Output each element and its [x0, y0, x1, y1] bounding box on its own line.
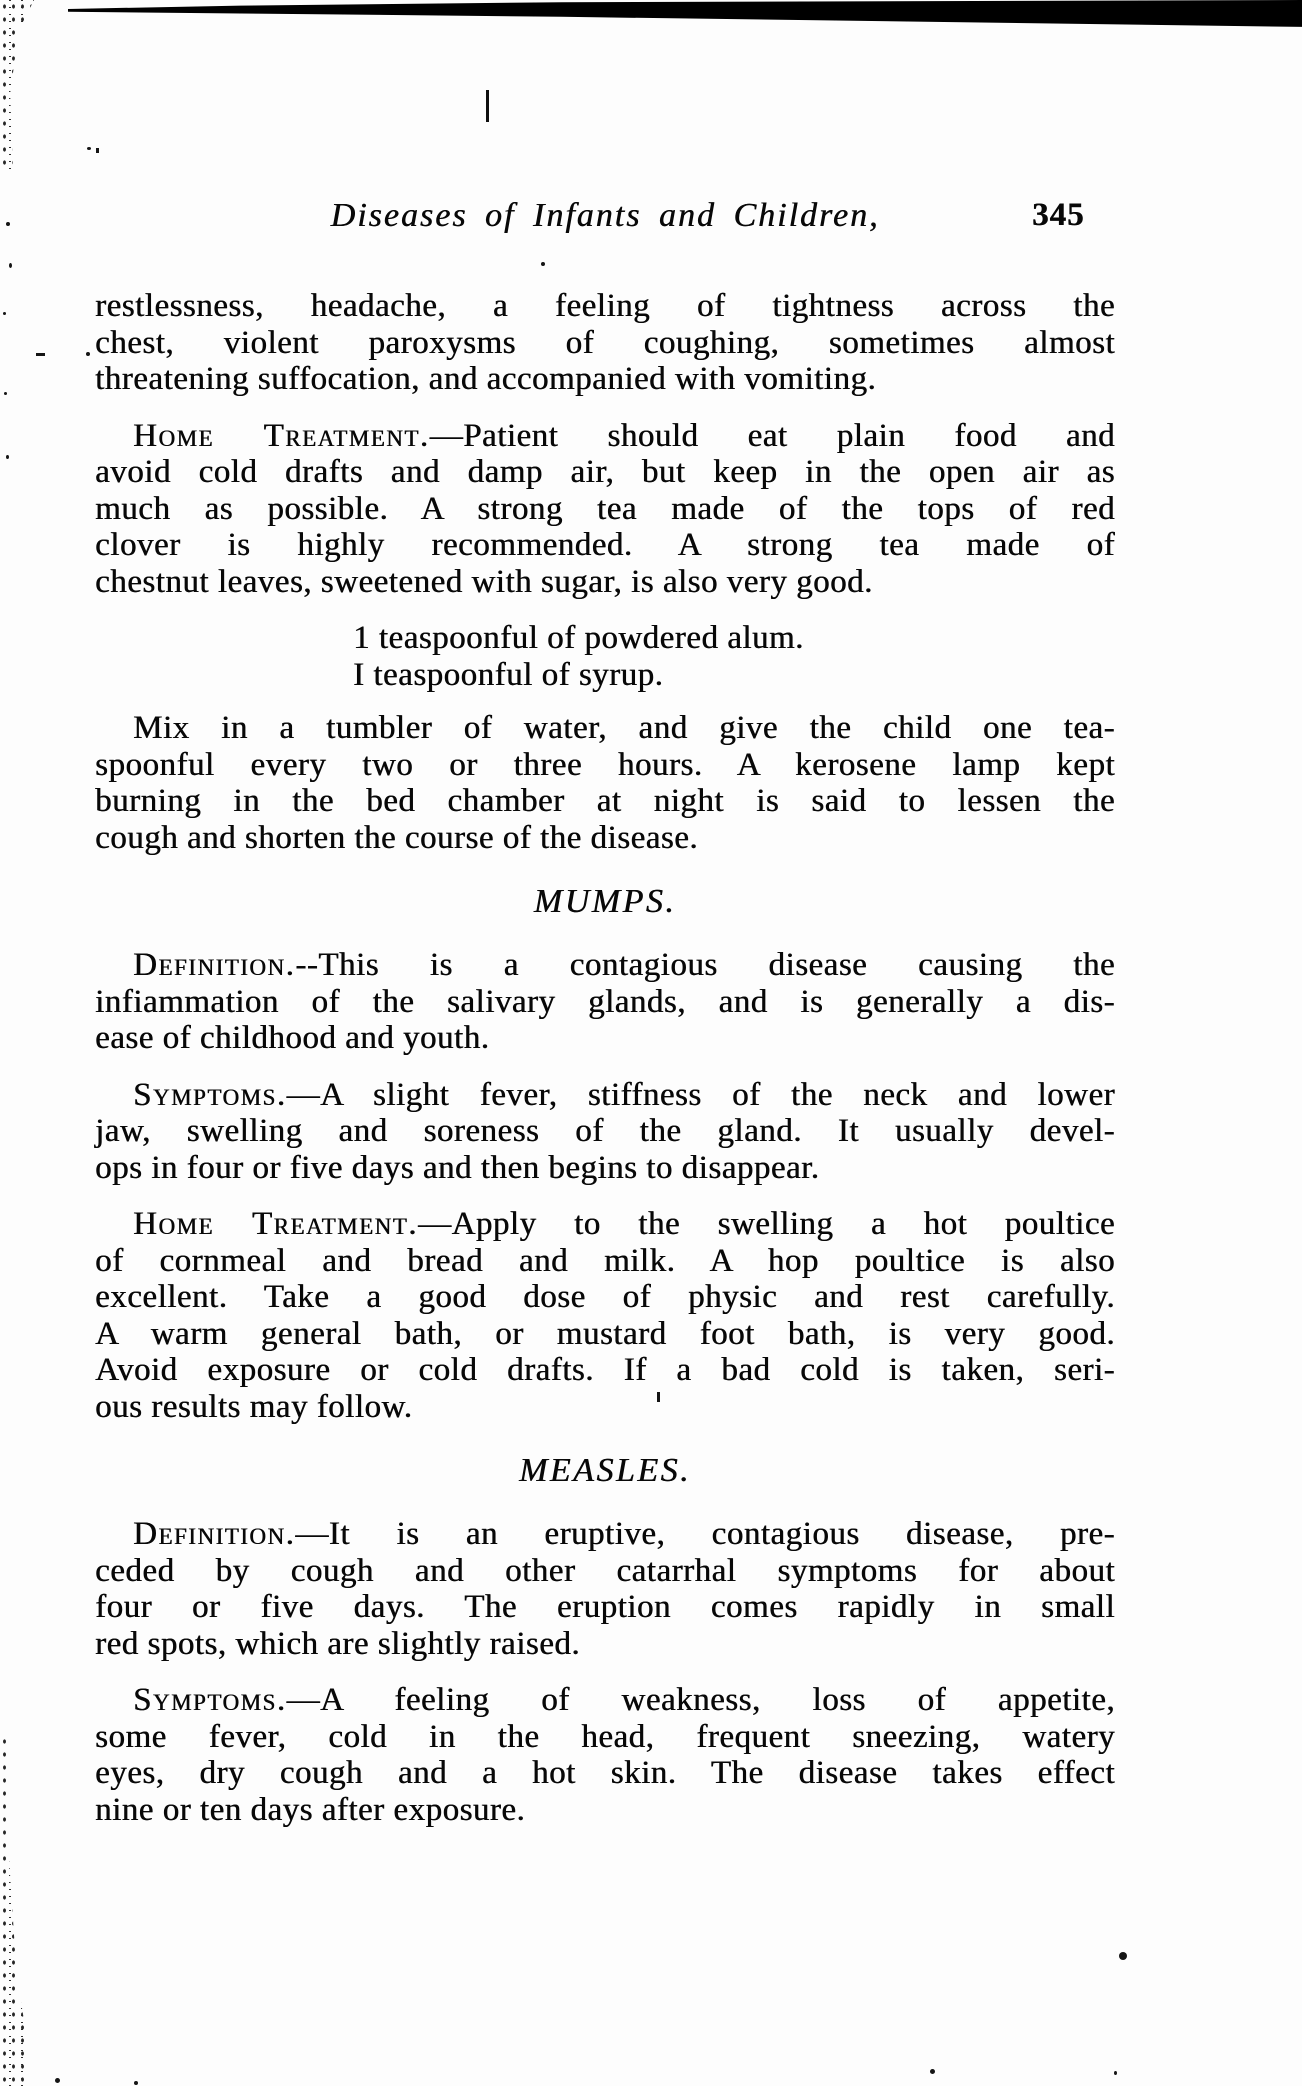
- paragraph-lead: Definition.: [133, 947, 296, 983]
- text-line: Home Treatment.—Apply to the swelling a hot poultice: [133, 1206, 1115, 1242]
- scan-speck: [6, 222, 10, 226]
- page-number: 345: [1032, 197, 1085, 233]
- scan-speck: [541, 262, 545, 266]
- paragraph-lead: Definition.: [133, 1516, 296, 1552]
- scan-speck: [930, 2069, 935, 2074]
- paragraph-lead: Symptoms.: [133, 1682, 287, 1718]
- section-heading: MUMPS.: [533, 883, 677, 920]
- running-head: [95, 197, 1115, 243]
- text-line: ous results may follow.: [95, 1388, 413, 1425]
- paragraph: [95, 947, 1115, 1057]
- text-line: some fever, cold in the head, frequent sneezing, watery: [95, 1718, 1115, 1755]
- scan-noise-bottom-left: [0, 1735, 30, 2086]
- text-line: Definition.—It is an eruptive, contagious disease, pre-: [133, 1516, 1115, 1552]
- recipe-line: 1 teaspoonful of powdered alum.: [353, 620, 804, 656]
- paragraph: [95, 418, 1115, 601]
- scan-speck: [36, 353, 45, 356]
- text-line: jaw, swelling and soreness of the gland. It usually devel-: [95, 1113, 1115, 1149]
- section-heading: MEASLES.: [518, 1452, 692, 1489]
- text-line: of cornmeal and bread and milk. A hop poultice is also: [95, 1242, 1115, 1279]
- text-line: Definition.--This is a contagious disease causing the: [133, 947, 1115, 983]
- text-line: ops in four or five days and then begins to disappear.: [95, 1149, 820, 1186]
- scan-speck: [55, 2078, 60, 2083]
- text-line: excellent. Take a good dose of physic and rest carefully.: [95, 1279, 1115, 1315]
- scan-artifact-top-bar: [68, 0, 1302, 28]
- text-line: clover is highly recommended. A strong tea made of: [95, 527, 1115, 563]
- scan-speck: [1114, 2071, 1117, 2075]
- text-line: ease of childhood and youth.: [95, 1020, 490, 1056]
- text-line: nine or ten days after exposure.: [95, 1791, 526, 1828]
- text-line: Mix in a tumbler of water, and give the child one tea-: [133, 710, 1115, 746]
- text-line: ceded by cough and other catarrhal symptoms for about: [95, 1552, 1115, 1589]
- text-line: cough and shorten the course of the disease.: [95, 819, 698, 856]
- paragraph: [95, 288, 1115, 398]
- scan-speck: [4, 392, 7, 395]
- text-line: chestnut leaves, sweetened with sugar, is also very good.: [95, 563, 873, 600]
- paragraph-lead: Home Treatment.: [133, 1206, 418, 1242]
- recipe-block: [95, 620, 1115, 693]
- text-line: chest, violent paroxysms of coughing, sometimes almost: [95, 324, 1115, 361]
- paragraph-lead: Symptoms.: [133, 1076, 287, 1113]
- text-line: red spots, which are slightly raised.: [95, 1625, 580, 1662]
- paragraph-lead: Home Treatment.: [133, 417, 430, 454]
- page-body: [95, 288, 1115, 1848]
- text-line: restlessness, headache, a feeling of tightness across the: [95, 288, 1115, 324]
- scan-artifact-tick: [486, 90, 489, 122]
- scan-noise-top-left: [0, 0, 34, 170]
- scan-speck: [87, 147, 91, 150]
- text-line: four or five days. The eruption comes rapidly in small: [95, 1589, 1115, 1625]
- paragraph: [95, 710, 1115, 856]
- paragraph: [95, 1682, 1115, 1828]
- text-line: A warm general bath, or mustard foot bath, is very good.: [95, 1315, 1115, 1352]
- scan-speck: [96, 148, 99, 153]
- text-line: much as possible. A strong tea made of the tops of red: [95, 490, 1115, 527]
- text-line: avoid cold drafts and damp air, but keep in the open air as: [95, 454, 1115, 490]
- scan-speck: [1119, 1952, 1127, 1960]
- text-line: Symptoms.—A slight fever, stiffness of the neck and lower: [133, 1076, 1115, 1113]
- running-head-title: Diseases of Infants and Children,: [330, 197, 880, 234]
- text-line: spoonful every two or three hours. A kerosene lamp kept: [95, 746, 1115, 783]
- recipe-line: I teaspoonful of syrup.: [353, 656, 664, 693]
- text-line: burning in the bed chamber at night is said to lessen the: [95, 783, 1115, 819]
- scan-speck: [86, 352, 90, 356]
- paragraph: [95, 1077, 1115, 1187]
- text-line: threatening suffocation, and accompanied with vomiting.: [95, 361, 877, 397]
- text-line: Home Treatment.—Patient should eat plain food and: [133, 417, 1115, 454]
- scan-speck: [6, 455, 9, 459]
- text-line: Symptoms.—A feeling of weakness, loss of appetite,: [133, 1682, 1115, 1718]
- text-line: Avoid exposure or cold drafts. If a bad cold is taken, seri-: [95, 1352, 1115, 1388]
- scan-speck: [9, 263, 12, 268]
- text-line: eyes, dry cough and a hot skin. The disease takes effect: [95, 1755, 1115, 1791]
- paragraph: [95, 1206, 1115, 1425]
- paragraph: [95, 1516, 1115, 1662]
- text-line: infiammation of the salivary glands, and is generally a dis-: [95, 983, 1115, 1020]
- scan-speck: [3, 312, 6, 315]
- scan-speck: [134, 2081, 138, 2085]
